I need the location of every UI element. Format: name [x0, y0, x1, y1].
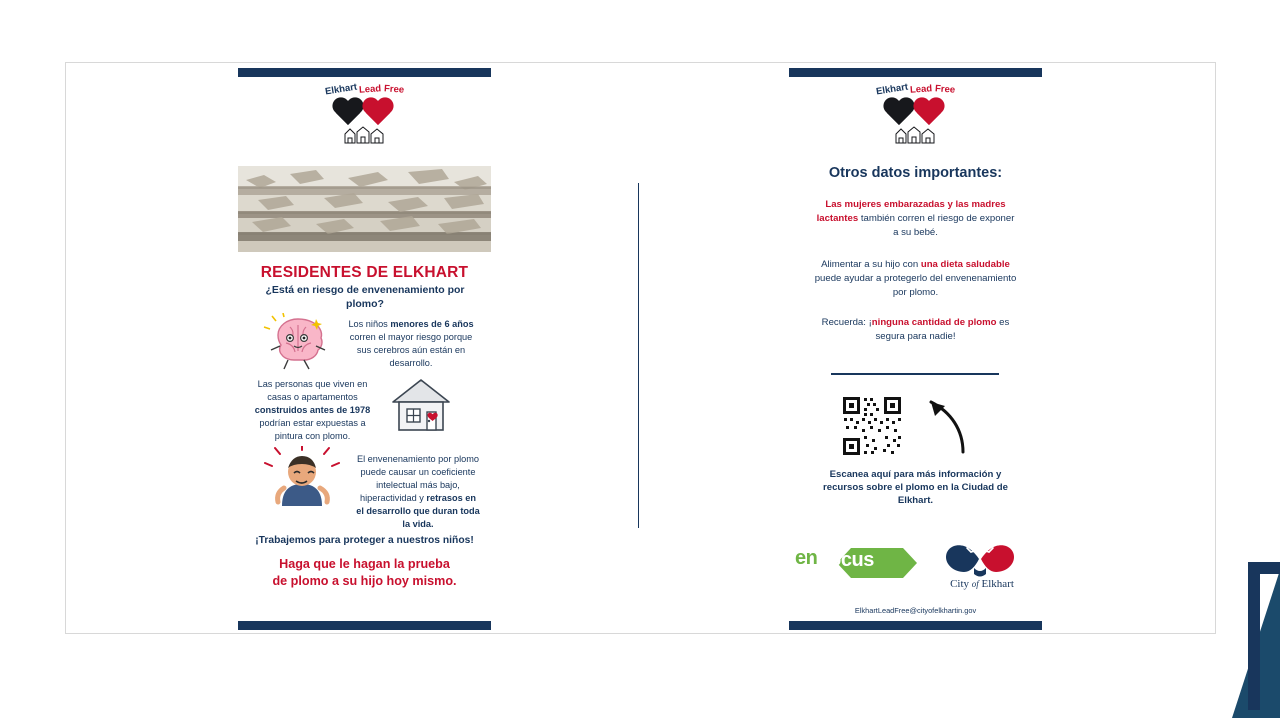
subtitle: ¿Está en riesgo de envenenamiento por plomo? [265, 284, 465, 310]
logo-word-free: Free [383, 83, 405, 96]
contact-email[interactable]: ElkhartLeadFree@cityofelkhartin.gov [854, 606, 977, 615]
brain-icon [258, 313, 338, 375]
brochure-panel-front [238, 68, 491, 630]
peeling-paint-photo [238, 166, 491, 252]
slide-canvas [65, 62, 1216, 634]
section-title-other-facts: Otros datos importantes: [828, 165, 1003, 181]
curved-arrow-icon [911, 390, 977, 460]
brochure-panel-back [789, 68, 1042, 630]
logo-word-elkhart: Elkhart [324, 81, 359, 98]
fact-pregnant-women: Las mujeres embarazadas y las madres lactantes también corren el riesgo de exponer a su bebé. [816, 199, 1015, 238]
logo-word-free: Free [934, 83, 956, 96]
section-divider [831, 373, 999, 375]
fact-children-risk: Los niños menores de 6 años corren el mayor riesgo porque sus cerebros aún están en desarrollo. [348, 319, 474, 369]
city-of-elkhart-wordmark: City of Elkhart [950, 578, 1014, 590]
scan-instructions: Escanea aquí para más información y recursos sobre el plomo en la Ciudad de Elkhart. [823, 469, 1008, 507]
fact-old-housing: Las personas que viven en casas o apartamentos construidos antes de 1978 podrían estar expuestas a pintura con plomo. [254, 379, 371, 442]
call-to-action-secondary: Haga que le hagan la prueba de plomo a su hijo hoy mismo. [272, 557, 457, 588]
qr-code[interactable] [841, 395, 903, 457]
panel-bottom-bar [789, 621, 1042, 630]
elkhart-lead-free-logo [317, 81, 413, 152]
panel-bottom-bar [238, 621, 491, 630]
partner-logos [789, 538, 1042, 600]
houses-skyline-icon [343, 122, 389, 144]
elkhart-lead-free-logo [868, 81, 964, 152]
page-title: RESIDENTES DE ELKHART [260, 264, 469, 281]
enfocus-logo-focus: focus [823, 549, 874, 571]
house-icon [381, 374, 461, 436]
call-to-action-primary: ¡Trabajemos para proteger a nuestros niños! [255, 535, 474, 546]
logo-wordmark [317, 81, 413, 98]
houses-skyline-icon [894, 122, 940, 144]
logo-word-lead: Lead [910, 83, 934, 96]
fact-developmental-delays: El envenenamiento por plomo puede causar un coeficiente intelectual más bajo, hiperactividad y retrasos en el desarrollo que duran toda la vida. [356, 454, 480, 530]
fact-no-safe-amount: Recuerda: ¡ninguna cantidad de plomo es segura para nadie! [821, 317, 1010, 342]
logo-word-elkhart: Elkhart [875, 81, 910, 98]
logo-wordmark [868, 81, 964, 98]
enfocus-logo-en: en [795, 547, 818, 569]
child-icon [260, 446, 345, 508]
brochure-fold-line [638, 183, 639, 528]
logo-word-lead: Lead [359, 83, 383, 96]
panel-top-bar [238, 68, 491, 77]
panel-top-bar [789, 68, 1042, 77]
fact-healthy-diet: Alimentar a su hijo con una dieta saludable puede ayudar a protegerlo del envenenamiento por plomo. [814, 259, 1017, 298]
